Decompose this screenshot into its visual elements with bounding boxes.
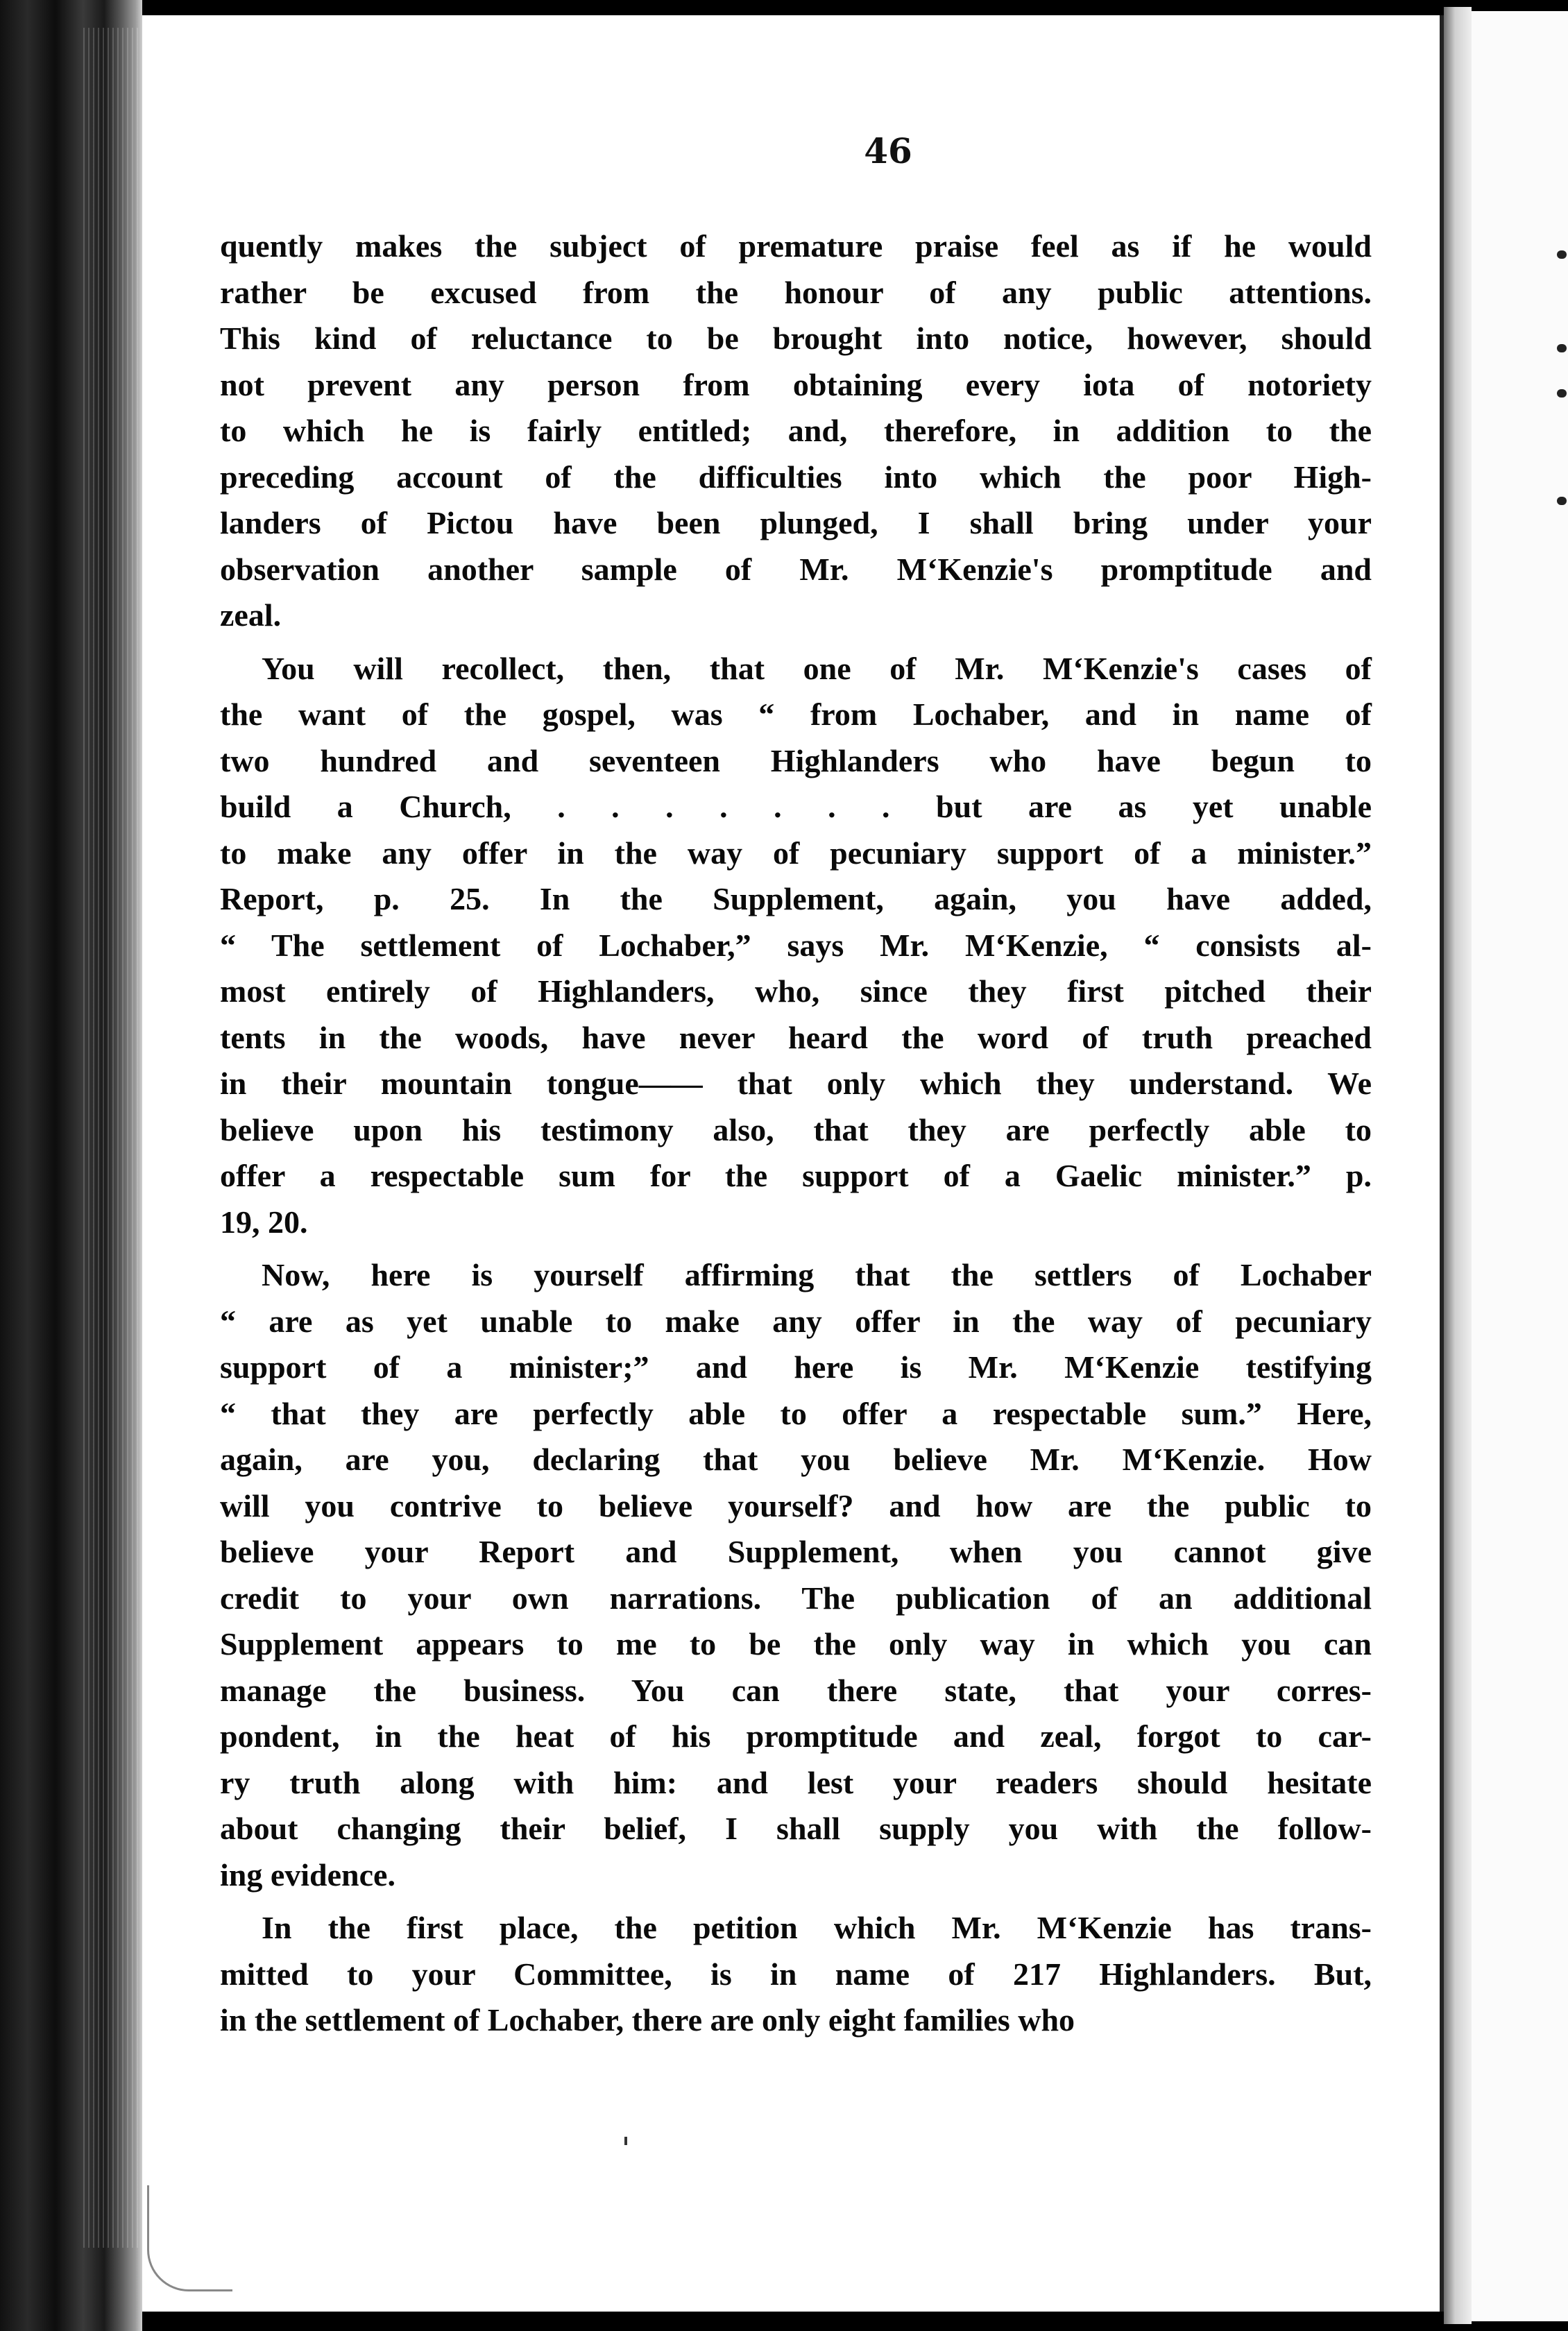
text-line: to which he is fairly entitled; and, therefore, in addition to the xyxy=(220,413,1372,448)
text-line: again, are you, declaring that you believe Mr. M‘Kenzie. How xyxy=(220,1442,1372,1477)
text-line: in the settlement of Lochaber, there are only eight families who xyxy=(220,2002,1075,2038)
text-line: “ are as yet unable to make any offer in the way of pecuniary xyxy=(220,1303,1372,1339)
facing-page-edge xyxy=(1472,11,1568,2321)
paragraph-gap xyxy=(220,1245,1372,1252)
text-line: observation another sample of Mr. M‘Kenzie's promptitude and xyxy=(220,551,1372,587)
worn-page-corner xyxy=(147,2185,232,2291)
text-line: Report, p. 25. In the Supplement, again, you have added, xyxy=(220,881,1372,916)
text-line: in their mountain tongue—— that only which they understand. We xyxy=(220,1066,1372,1101)
text-line: Now, here is yourself affirming that the settlers of Lochaber xyxy=(262,1257,1372,1292)
text-line: preceding account of the difficulties into which the poor High- xyxy=(220,459,1372,495)
text-line: You will recollect, then, that one of Mr. M‘Kenzie's cases of xyxy=(262,650,1372,686)
text-line: mitted to your Committee, is in name of 217 Highlanders. But, xyxy=(220,1956,1372,1992)
paragraph-gap xyxy=(220,639,1372,646)
text-line: two hundred and seventeen Highlanders who have begun to xyxy=(220,742,1372,778)
facing-page-text-fragments xyxy=(1553,11,1568,2321)
text-line: offer a respectable sum for the support of a Gaelic minister.” p. xyxy=(220,1158,1372,1193)
text-line: zeal. xyxy=(220,597,282,633)
text-line: pondent, in the heat of his promptitude and zeal, forgot to car- xyxy=(220,1718,1372,1754)
text-line: support of a minister;” and here is Mr. M‘Kenzie testifying xyxy=(220,1349,1372,1385)
text-line: Supplement appears to me to be the only way in which you can xyxy=(220,1626,1372,1662)
page-fold-shadow xyxy=(1444,7,1472,2324)
text-line: most entirely of Highlanders, who, since they first pitched their xyxy=(220,973,1372,1009)
text-line: ing evidence. xyxy=(220,1856,395,1893)
text-line: believe your Report and Supplement, when you cannot give xyxy=(220,1534,1372,1569)
ink-speck xyxy=(624,2137,627,2145)
text-line: manage the business. You can there state, that your corres- xyxy=(220,1672,1372,1708)
text-line: quently makes the subject of premature praise feel as if he would xyxy=(220,228,1372,264)
text-line: credit to your own narrations. The publication of an additional xyxy=(220,1580,1372,1616)
text-line: “ The settlement of Lochaber,” says Mr. M‘Kenzie, “ consists al- xyxy=(220,927,1372,963)
text-line: will you contrive to believe yourself? and how are the public to xyxy=(220,1487,1372,1523)
text-line: about changing their belief, I shall supply you with the follow- xyxy=(220,1811,1372,1846)
text-line: “ that they are perfectly able to offer a respectable sum.” Here, xyxy=(220,1395,1372,1431)
text-line: to make any offer in the way of pecuniary support of a minister.” xyxy=(220,835,1372,871)
page-number: 46 xyxy=(864,130,912,171)
body-text xyxy=(220,223,1372,2044)
text-line: rather be excused from the honour of any public attentions. xyxy=(220,274,1372,310)
text-line: ry truth along with him: and lest your readers should hesitate xyxy=(220,1764,1372,1800)
paragraph-gap xyxy=(220,1898,1372,1905)
text-line: In the first place, the petition which Mr. M‘Kenzie has trans- xyxy=(262,1910,1372,1945)
text-line: tents in the woods, have never heard the word of truth preached xyxy=(220,1019,1372,1055)
text-line: landers of Pictou have been plunged, I shall bring under your xyxy=(220,505,1372,540)
text-line: 19, 20. xyxy=(220,1204,308,1240)
text-line: believe upon his testimony also, that they are perfectly able to xyxy=(220,1111,1372,1147)
text-line: build a Church, . . . . . . . but are as yet unable xyxy=(220,789,1372,824)
text-line: not prevent any person from obtaining every iota of notoriety xyxy=(220,366,1372,402)
text-line: the want of the gospel, was “ from Lochaber, and in name of xyxy=(220,697,1372,732)
page-stack-edges xyxy=(83,28,139,2248)
text-line: This kind of reluctance to be brought into notice, however, should xyxy=(220,321,1372,356)
book-spine xyxy=(0,0,142,2331)
